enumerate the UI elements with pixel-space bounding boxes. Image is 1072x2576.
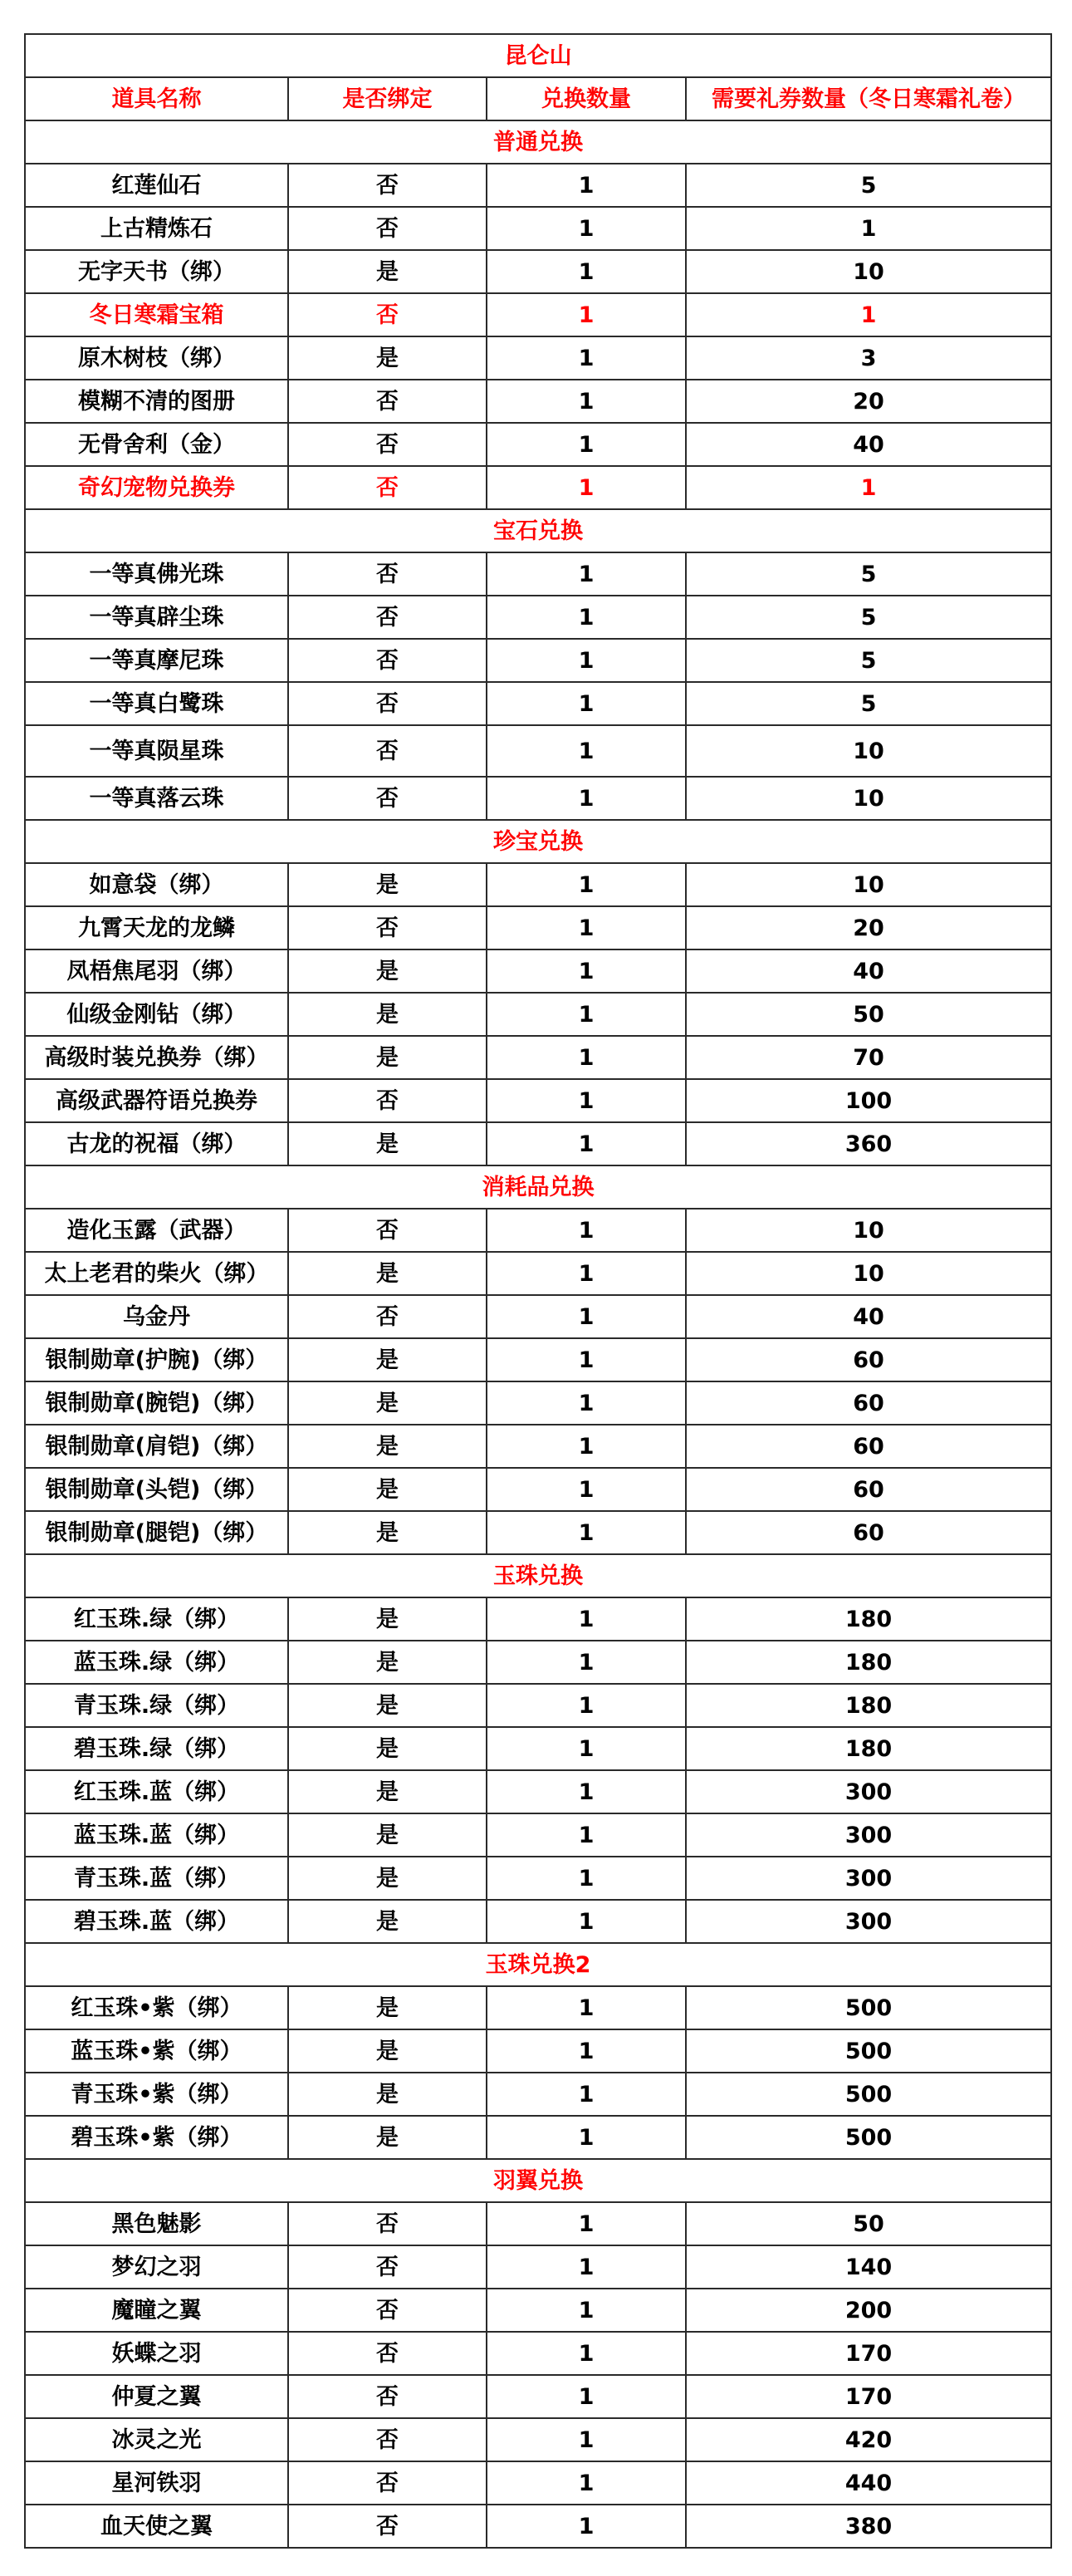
item-name-cell: 蓝玉珠.蓝（绑） bbox=[25, 1813, 288, 1857]
bound-cell: 是 bbox=[288, 1770, 487, 1813]
cost-cell: 20 bbox=[686, 380, 1051, 423]
bound-cell: 是 bbox=[288, 2029, 487, 2073]
item-name-cell: 如意袋（绑） bbox=[25, 863, 288, 906]
quantity-cell: 1 bbox=[487, 250, 686, 293]
table-row bbox=[25, 1857, 1051, 1900]
item-name-cell: 太上老君的柴火（绑） bbox=[25, 1252, 288, 1295]
cost-cell: 300 bbox=[686, 1857, 1051, 1900]
item-name-cell: 仙级金刚钻（绑） bbox=[25, 993, 288, 1036]
quantity-cell: 1 bbox=[487, 1597, 686, 1641]
table-row bbox=[25, 725, 1051, 777]
bound-cell: 否 bbox=[288, 1209, 487, 1252]
bound-cell: 是 bbox=[288, 993, 487, 1036]
cost-cell: 500 bbox=[686, 2029, 1051, 2073]
quantity-cell: 1 bbox=[487, 1295, 686, 1338]
item-name-cell: 高级时装兑换券（绑） bbox=[25, 1036, 288, 1079]
table-row bbox=[25, 906, 1051, 949]
cost-cell: 100 bbox=[686, 1079, 1051, 1122]
section-header-row bbox=[25, 1943, 1051, 1986]
quantity-cell: 1 bbox=[487, 552, 686, 596]
bound-cell: 是 bbox=[288, 2073, 487, 2116]
table-row bbox=[25, 682, 1051, 725]
item-name-cell: 乌金丹 bbox=[25, 1295, 288, 1338]
bound-cell: 是 bbox=[288, 1036, 487, 1079]
cost-cell: 420 bbox=[686, 2418, 1051, 2461]
table-row bbox=[25, 1727, 1051, 1770]
cost-cell: 20 bbox=[686, 906, 1051, 949]
quantity-cell: 1 bbox=[487, 2332, 686, 2375]
bound-cell: 否 bbox=[288, 2505, 487, 2548]
item-name-cell: 青玉珠.绿（绑） bbox=[25, 1684, 288, 1727]
cost-cell: 60 bbox=[686, 1425, 1051, 1468]
quantity-cell: 1 bbox=[487, 1727, 686, 1770]
cost-cell: 5 bbox=[686, 596, 1051, 639]
bound-cell: 是 bbox=[288, 1511, 487, 1554]
section-header-row bbox=[25, 509, 1051, 552]
quantity-cell: 1 bbox=[487, 639, 686, 682]
table-row bbox=[25, 2332, 1051, 2375]
quantity-cell: 1 bbox=[487, 2418, 686, 2461]
section-title: 消耗品兑换 bbox=[25, 1165, 1051, 1209]
bound-cell: 是 bbox=[288, 1425, 487, 1468]
item-name-cell: 银制勋章(肩铠)（绑） bbox=[25, 1425, 288, 1468]
table-row bbox=[25, 2505, 1051, 2548]
quantity-cell: 1 bbox=[487, 2073, 686, 2116]
bound-cell: 是 bbox=[288, 2116, 487, 2159]
header-cost: 需要礼券数量（冬日寒霜礼卷） bbox=[686, 77, 1051, 120]
section-header-row bbox=[25, 1554, 1051, 1597]
item-name-cell: 上古精炼石 bbox=[25, 207, 288, 250]
bound-cell: 否 bbox=[288, 2202, 487, 2245]
bound-cell: 是 bbox=[288, 949, 487, 993]
quantity-cell: 1 bbox=[487, 1641, 686, 1684]
table-row bbox=[25, 2289, 1051, 2332]
section-title: 羽翼兑换 bbox=[25, 2159, 1051, 2202]
item-name-cell: 蓝玉珠•紫（绑） bbox=[25, 2029, 288, 2073]
section-header-row bbox=[25, 120, 1051, 164]
quantity-cell: 1 bbox=[487, 1079, 686, 1122]
cost-cell: 180 bbox=[686, 1641, 1051, 1684]
quantity-cell: 1 bbox=[487, 380, 686, 423]
quantity-cell: 1 bbox=[487, 1986, 686, 2029]
bound-cell: 是 bbox=[288, 336, 487, 380]
table-row bbox=[25, 2461, 1051, 2505]
cost-cell: 40 bbox=[686, 423, 1051, 466]
bound-cell: 否 bbox=[288, 777, 487, 820]
table-row bbox=[25, 1684, 1051, 1727]
bound-cell: 是 bbox=[288, 1900, 487, 1943]
quantity-cell: 1 bbox=[487, 1468, 686, 1511]
header-row bbox=[25, 77, 1051, 120]
cost-cell: 50 bbox=[686, 2202, 1051, 2245]
quantity-cell: 1 bbox=[487, 682, 686, 725]
item-name-cell: 碧玉珠.蓝（绑） bbox=[25, 1900, 288, 1943]
table-row bbox=[25, 2375, 1051, 2418]
quantity-cell: 1 bbox=[487, 466, 686, 509]
bound-cell: 是 bbox=[288, 1252, 487, 1295]
section-title: 普通兑换 bbox=[25, 120, 1051, 164]
cost-cell: 380 bbox=[686, 2505, 1051, 2548]
cost-cell: 60 bbox=[686, 1511, 1051, 1554]
cost-cell: 5 bbox=[686, 639, 1051, 682]
cost-cell: 5 bbox=[686, 164, 1051, 207]
cost-cell: 140 bbox=[686, 2245, 1051, 2289]
quantity-cell: 1 bbox=[487, 863, 686, 906]
quantity-cell: 1 bbox=[487, 725, 686, 777]
cost-cell: 300 bbox=[686, 1770, 1051, 1813]
item-name-cell: 无字天书（绑） bbox=[25, 250, 288, 293]
table-row bbox=[25, 1252, 1051, 1295]
section-header-row bbox=[25, 2159, 1051, 2202]
bound-cell: 是 bbox=[288, 1468, 487, 1511]
quantity-cell: 1 bbox=[487, 423, 686, 466]
item-name-cell: 一等真陨星珠 bbox=[25, 725, 288, 777]
quantity-cell: 1 bbox=[487, 1338, 686, 1381]
table-row bbox=[25, 1295, 1051, 1338]
table-row bbox=[25, 207, 1051, 250]
cost-cell: 440 bbox=[686, 2461, 1051, 2505]
quantity-cell: 1 bbox=[487, 1122, 686, 1165]
table-row bbox=[25, 1986, 1051, 2029]
cost-cell: 360 bbox=[686, 1122, 1051, 1165]
quantity-cell: 1 bbox=[487, 2375, 686, 2418]
table-row bbox=[25, 1425, 1051, 1468]
item-name-cell: 银制勋章(头铠)（绑） bbox=[25, 1468, 288, 1511]
cost-cell: 60 bbox=[686, 1468, 1051, 1511]
table-row bbox=[25, 1079, 1051, 1122]
quantity-cell: 1 bbox=[487, 1252, 686, 1295]
quantity-cell: 1 bbox=[487, 2245, 686, 2289]
table-row bbox=[25, 2245, 1051, 2289]
item-name-cell: 碧玉珠•紫（绑） bbox=[25, 2116, 288, 2159]
item-name-cell: 仲夏之翼 bbox=[25, 2375, 288, 2418]
table-row bbox=[25, 552, 1051, 596]
table-row bbox=[25, 1381, 1051, 1425]
cost-cell: 5 bbox=[686, 682, 1051, 725]
cost-cell: 10 bbox=[686, 1209, 1051, 1252]
table-row bbox=[25, 423, 1051, 466]
section-title: 珍宝兑换 bbox=[25, 820, 1051, 863]
item-name-cell: 原木树枝（绑） bbox=[25, 336, 288, 380]
bound-cell: 否 bbox=[288, 207, 487, 250]
item-name-cell: 血天使之翼 bbox=[25, 2505, 288, 2548]
bound-cell: 是 bbox=[288, 1684, 487, 1727]
section-header-row bbox=[25, 820, 1051, 863]
cost-cell: 10 bbox=[686, 250, 1051, 293]
quantity-cell: 1 bbox=[487, 336, 686, 380]
item-name-cell: 造化玉露（武器） bbox=[25, 1209, 288, 1252]
table-row bbox=[25, 863, 1051, 906]
cost-cell: 10 bbox=[686, 725, 1051, 777]
item-name-cell: 妖蝶之羽 bbox=[25, 2332, 288, 2375]
quantity-cell: 1 bbox=[487, 1813, 686, 1857]
bound-cell: 否 bbox=[288, 682, 487, 725]
cost-cell: 170 bbox=[686, 2375, 1051, 2418]
bound-cell: 否 bbox=[288, 1079, 487, 1122]
bound-cell: 否 bbox=[288, 725, 487, 777]
item-name-cell: 一等真佛光珠 bbox=[25, 552, 288, 596]
cost-cell: 60 bbox=[686, 1381, 1051, 1425]
table-row bbox=[25, 1641, 1051, 1684]
quantity-cell: 1 bbox=[487, 1425, 686, 1468]
section-header-row bbox=[25, 1165, 1051, 1209]
item-name-cell: 一等真辟尘珠 bbox=[25, 596, 288, 639]
table-row bbox=[25, 2116, 1051, 2159]
bound-cell: 否 bbox=[288, 906, 487, 949]
table-row bbox=[25, 1036, 1051, 1079]
table-row bbox=[25, 993, 1051, 1036]
cost-cell: 180 bbox=[686, 1684, 1051, 1727]
bound-cell: 否 bbox=[288, 423, 487, 466]
table-row bbox=[25, 2029, 1051, 2073]
item-name-cell: 青玉珠.蓝（绑） bbox=[25, 1857, 288, 1900]
quantity-cell: 1 bbox=[487, 1209, 686, 1252]
cost-cell: 1 bbox=[686, 466, 1051, 509]
item-name-cell: 一等真白鹭珠 bbox=[25, 682, 288, 725]
bound-cell: 否 bbox=[288, 164, 487, 207]
cost-cell: 200 bbox=[686, 2289, 1051, 2332]
table-row bbox=[25, 1122, 1051, 1165]
cost-cell: 70 bbox=[686, 1036, 1051, 1079]
table-row bbox=[25, 2202, 1051, 2245]
cost-cell: 5 bbox=[686, 552, 1051, 596]
quantity-cell: 1 bbox=[487, 2505, 686, 2548]
quantity-cell: 1 bbox=[487, 293, 686, 336]
bound-cell: 否 bbox=[288, 2289, 487, 2332]
table-row bbox=[25, 380, 1051, 423]
quantity-cell: 1 bbox=[487, 2289, 686, 2332]
quantity-cell: 1 bbox=[487, 164, 686, 207]
section-title: 宝石兑换 bbox=[25, 509, 1051, 552]
cost-cell: 300 bbox=[686, 1813, 1051, 1857]
quantity-cell: 1 bbox=[487, 1036, 686, 1079]
table-row bbox=[25, 164, 1051, 207]
bound-cell: 否 bbox=[288, 2332, 487, 2375]
quantity-cell: 1 bbox=[487, 1900, 686, 1943]
cost-cell: 500 bbox=[686, 1986, 1051, 2029]
item-name-cell: 古龙的祝福（绑） bbox=[25, 1122, 288, 1165]
item-name-cell: 星河铁羽 bbox=[25, 2461, 288, 2505]
item-name-cell: 无骨舍利（金） bbox=[25, 423, 288, 466]
bound-cell: 是 bbox=[288, 1727, 487, 1770]
table-row bbox=[25, 1900, 1051, 1943]
bound-cell: 否 bbox=[288, 466, 487, 509]
cost-cell: 10 bbox=[686, 1252, 1051, 1295]
table-row bbox=[25, 949, 1051, 993]
bound-cell: 否 bbox=[288, 639, 487, 682]
table-row bbox=[25, 1511, 1051, 1554]
bound-cell: 否 bbox=[288, 552, 487, 596]
bound-cell: 否 bbox=[288, 596, 487, 639]
quantity-cell: 1 bbox=[487, 949, 686, 993]
quantity-cell: 1 bbox=[487, 207, 686, 250]
item-name-cell: 红玉珠•紫（绑） bbox=[25, 1986, 288, 2029]
item-name-cell: 黑色魅影 bbox=[25, 2202, 288, 2245]
cost-cell: 1 bbox=[686, 293, 1051, 336]
quantity-cell: 1 bbox=[487, 906, 686, 949]
item-name-cell: 银制勋章(腿铠)（绑） bbox=[25, 1511, 288, 1554]
quantity-cell: 1 bbox=[487, 2029, 686, 2073]
item-name-cell: 奇幻宠物兑换券 bbox=[25, 466, 288, 509]
item-name-cell: 红玉珠.蓝（绑） bbox=[25, 1770, 288, 1813]
table-title: 昆仑山 bbox=[25, 34, 1051, 77]
cost-cell: 10 bbox=[686, 777, 1051, 820]
bound-cell: 是 bbox=[288, 1641, 487, 1684]
cost-cell: 60 bbox=[686, 1338, 1051, 1381]
bound-cell: 是 bbox=[288, 250, 487, 293]
cost-cell: 180 bbox=[686, 1597, 1051, 1641]
table-row bbox=[25, 777, 1051, 820]
item-name-cell: 梦幻之羽 bbox=[25, 2245, 288, 2289]
table-row bbox=[25, 250, 1051, 293]
item-name-cell: 红玉珠.绿（绑） bbox=[25, 1597, 288, 1641]
cost-cell: 3 bbox=[686, 336, 1051, 380]
bound-cell: 是 bbox=[288, 1813, 487, 1857]
table-row bbox=[25, 1597, 1051, 1641]
bound-cell: 否 bbox=[288, 380, 487, 423]
item-name-cell: 一等真摩尼珠 bbox=[25, 639, 288, 682]
table-row bbox=[25, 293, 1051, 336]
item-name-cell: 碧玉珠.绿（绑） bbox=[25, 1727, 288, 1770]
item-name-cell: 冬日寒霜宝箱 bbox=[25, 293, 288, 336]
title-row bbox=[25, 34, 1051, 77]
quantity-cell: 1 bbox=[487, 777, 686, 820]
quantity-cell: 1 bbox=[487, 1770, 686, 1813]
table-row bbox=[25, 596, 1051, 639]
item-name-cell: 银制勋章(腕铠)（绑） bbox=[25, 1381, 288, 1425]
quantity-cell: 1 bbox=[487, 1684, 686, 1727]
table-row bbox=[25, 2073, 1051, 2116]
cost-cell: 170 bbox=[686, 2332, 1051, 2375]
item-name-cell: 模糊不清的图册 bbox=[25, 380, 288, 423]
table-row bbox=[25, 1813, 1051, 1857]
table-row bbox=[25, 466, 1051, 509]
header-bound: 是否绑定 bbox=[288, 77, 487, 120]
quantity-cell: 1 bbox=[487, 2202, 686, 2245]
cost-cell: 500 bbox=[686, 2073, 1051, 2116]
bound-cell: 否 bbox=[288, 2418, 487, 2461]
table-row bbox=[25, 2418, 1051, 2461]
cost-cell: 10 bbox=[686, 863, 1051, 906]
table-row bbox=[25, 1468, 1051, 1511]
table-row bbox=[25, 336, 1051, 380]
cost-cell: 300 bbox=[686, 1900, 1051, 1943]
header-quantity: 兑换数量 bbox=[487, 77, 686, 120]
bound-cell: 是 bbox=[288, 863, 487, 906]
bound-cell: 是 bbox=[288, 1986, 487, 2029]
item-name-cell: 一等真落云珠 bbox=[25, 777, 288, 820]
bound-cell: 否 bbox=[288, 2375, 487, 2418]
bound-cell: 否 bbox=[288, 2461, 487, 2505]
cost-cell: 40 bbox=[686, 949, 1051, 993]
header-item-name: 道具名称 bbox=[25, 77, 288, 120]
cost-cell: 50 bbox=[686, 993, 1051, 1036]
cost-cell: 500 bbox=[686, 2116, 1051, 2159]
section-title: 玉珠兑换 bbox=[25, 1554, 1051, 1597]
quantity-cell: 1 bbox=[487, 596, 686, 639]
bound-cell: 是 bbox=[288, 1857, 487, 1900]
cost-cell: 180 bbox=[686, 1727, 1051, 1770]
item-name-cell: 红莲仙石 bbox=[25, 164, 288, 207]
item-name-cell: 凤梧焦尾羽（绑） bbox=[25, 949, 288, 993]
bound-cell: 否 bbox=[288, 293, 487, 336]
section-title: 玉珠兑换2 bbox=[25, 1943, 1051, 1986]
bound-cell: 是 bbox=[288, 1122, 487, 1165]
item-name-cell: 九霄天龙的龙鳞 bbox=[25, 906, 288, 949]
quantity-cell: 1 bbox=[487, 2461, 686, 2505]
table-row bbox=[25, 1770, 1051, 1813]
exchange-table bbox=[24, 33, 1052, 2549]
bound-cell: 是 bbox=[288, 1381, 487, 1425]
quantity-cell: 1 bbox=[487, 1511, 686, 1554]
item-name-cell: 高级武器符语兑换券 bbox=[25, 1079, 288, 1122]
table-row bbox=[25, 639, 1051, 682]
cost-cell: 1 bbox=[686, 207, 1051, 250]
bound-cell: 是 bbox=[288, 1597, 487, 1641]
bound-cell: 否 bbox=[288, 2245, 487, 2289]
quantity-cell: 1 bbox=[487, 1857, 686, 1900]
table-row bbox=[25, 1338, 1051, 1381]
cost-cell: 40 bbox=[686, 1295, 1051, 1338]
table-row bbox=[25, 1209, 1051, 1252]
item-name-cell: 冰灵之光 bbox=[25, 2418, 288, 2461]
quantity-cell: 1 bbox=[487, 1381, 686, 1425]
bound-cell: 否 bbox=[288, 1295, 487, 1338]
item-name-cell: 青玉珠•紫（绑） bbox=[25, 2073, 288, 2116]
item-name-cell: 蓝玉珠.绿（绑） bbox=[25, 1641, 288, 1684]
item-name-cell: 魔瞳之翼 bbox=[25, 2289, 288, 2332]
quantity-cell: 1 bbox=[487, 993, 686, 1036]
item-name-cell: 银制勋章(护腕)（绑） bbox=[25, 1338, 288, 1381]
bound-cell: 是 bbox=[288, 1338, 487, 1381]
quantity-cell: 1 bbox=[487, 2116, 686, 2159]
exchange-table-body bbox=[25, 34, 1051, 2548]
